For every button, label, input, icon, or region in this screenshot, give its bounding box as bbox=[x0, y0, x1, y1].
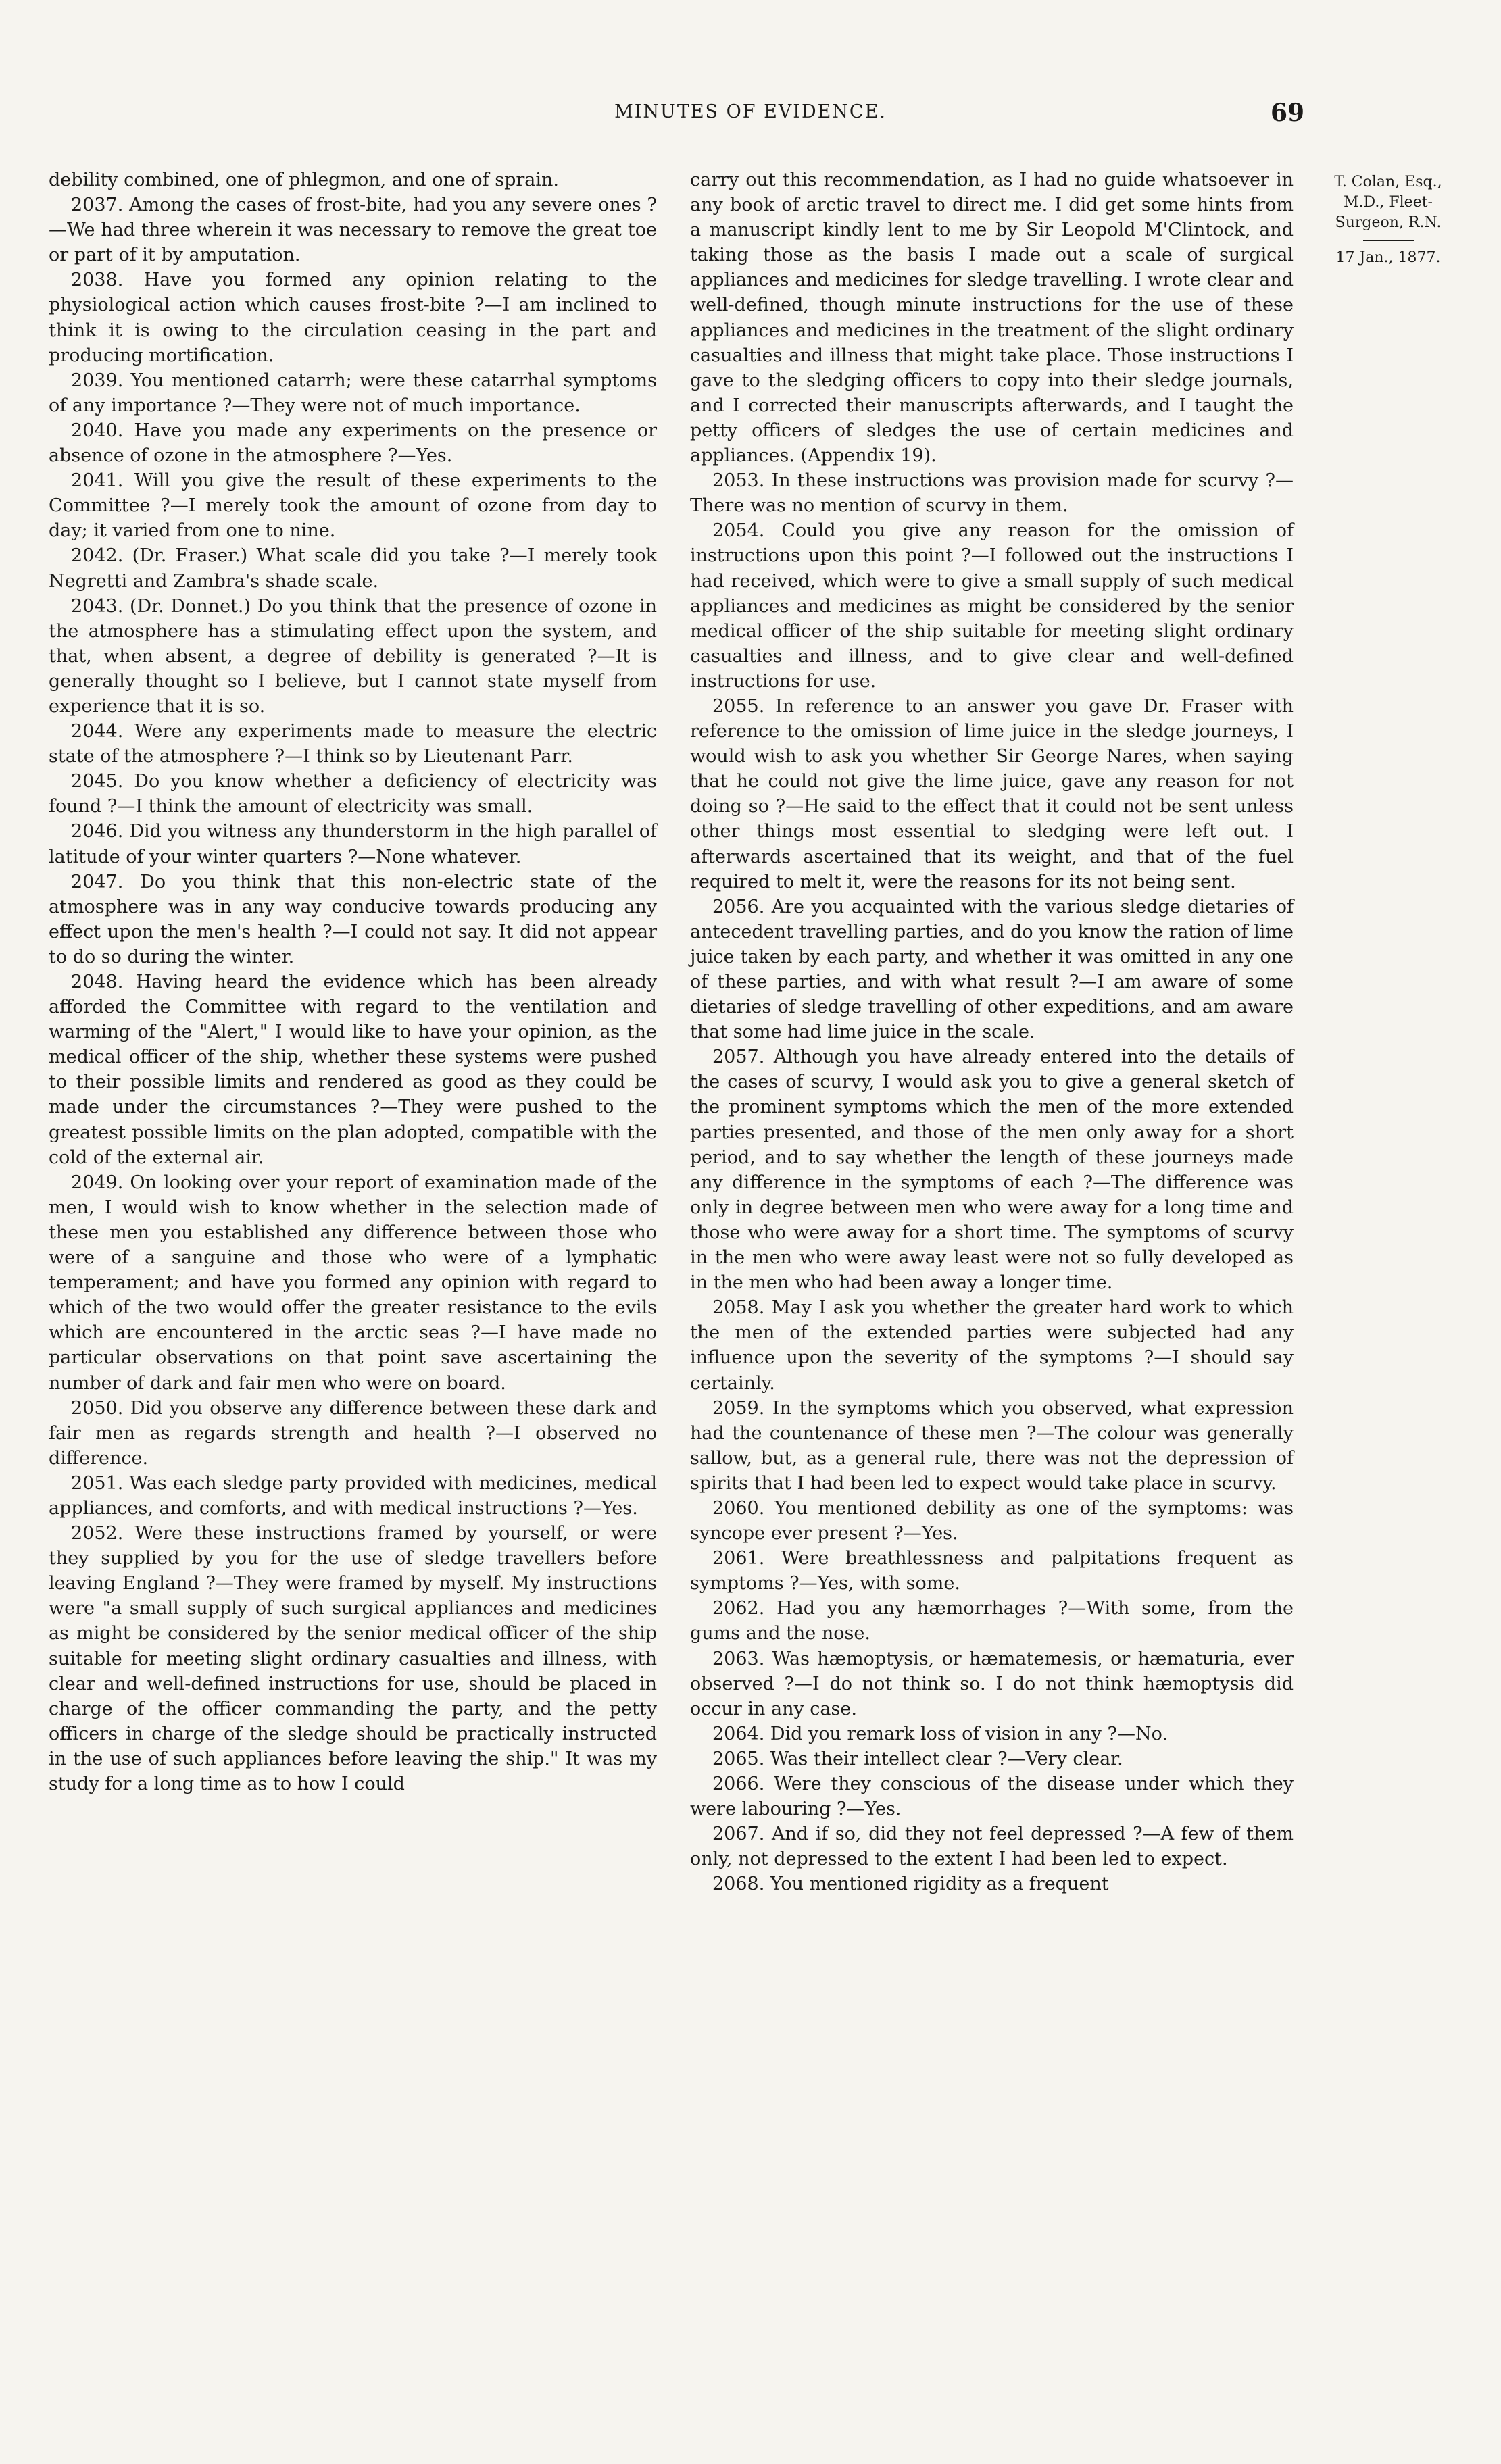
sidenote-line: T. Colan, Esq., bbox=[1334, 174, 1442, 191]
paragraph: 2037. Among the cases of frost-bite, had you any severe ones ?—We had three wherein it was necessary to remove the great toe or part of it by amputation. bbox=[49, 195, 657, 266]
paragraph: 2061. Were breathlessness and palpitations frequent as symptoms ?—Yes, with some. bbox=[690, 1548, 1294, 1594]
paragraph: 2044. Were any experiments made to measure the electric state of the atmosphere ?—I think so by Lieutenant Parr. bbox=[49, 721, 657, 768]
right-column bbox=[690, 168, 1294, 1896]
paragraph: 2040. Have you made any experiments on the presence or absence of ozone in the atmosphere ?—Yes. bbox=[49, 420, 657, 467]
left-column bbox=[49, 168, 657, 1796]
paragraph: 2053. In these instructions was provision made for scurvy ?—There was no mention of scurvy in them. bbox=[690, 470, 1294, 517]
paragraph: 2049. On looking over your report of examination made of the men, I would wish to know whether in the selection made of these men you established any difference between those who were of a sanguine and those who were of a lymphatic temperament; and have you formed any opinion with regard to which of the two would offer the greater resistance to the evils which are encountered in the arctic seas ?—I have made no particular observations on that point save ascertaining the number of dark and fair men who were on board. bbox=[49, 1172, 657, 1394]
paragraph: 2038. Have you formed any opinion relating to the physiological action which causes frost-bite ?—I am inclined to think it is owing to the circulation ceasing in the part and producing mortification. bbox=[49, 270, 657, 366]
paragraph: 2048. Having heard the evidence which has been already afforded the Committee with regard to the ventilation and warming of the "Alert," I would like to have your opinion, as the medical officer of the ship, whether these systems were pushed to their possible limits and rendered as good as they could be made under the circumstances ?—They were pushed to the greatest possible limits on the plan adopted, compatible with the cold of the external air. bbox=[49, 972, 657, 1168]
paragraph: debility combined, one of phlegmon, and one of sprain. bbox=[49, 170, 560, 191]
paragraph: 2058. May I ask you whether the greater hard work to which the men of the extended parties were subjected had any influence upon the severity of the symptoms ?—I should say certainly. bbox=[690, 1297, 1294, 1394]
paragraph: 2067. And if so, did they not feel depressed ?—A few of them only, not depressed to the extent I had been led to expect. bbox=[690, 1824, 1294, 1870]
paragraph: 2054. Could you give any reason for the omission of instructions upon this point ?—I followed out the instructions I had received, which were to give a small supply of such medical appliances and medicines as might be considered by the senior medical officer of the ship suitable for meeting slight ordinary casualties and illness, and to give clear and well-defined instructions for use. bbox=[690, 520, 1294, 692]
paragraph: 2051. Was each sledge party provided with medicines, medical appliances, and comforts, and with medical instructions ?—Yes. bbox=[49, 1472, 657, 1519]
paragraph: 2062. Had you any hæmorrhages ?—With some, from the gums and the nose. bbox=[690, 1598, 1294, 1644]
paragraph: 2068. You mentioned rigidity as a frequent bbox=[712, 1874, 1109, 1895]
page-number: 69 bbox=[1271, 99, 1305, 127]
paragraph: 2042. (Dr. Fraser.) What scale did you take ?—I merely took Negretti and Zambra's shade scale. bbox=[49, 545, 657, 592]
paragraph: 2056. Are you acquainted with the various sledge dietaries of antecedent travelling parties, and do you know the ration of lime juice taken by each party, and whether it was omitted in any one of these parties, and with what result ?—I am aware of some dietaries of sledge travelling of other expeditions, and am aware that some had lime juice in the scale. bbox=[690, 896, 1294, 1043]
sidenote-line: M.D., Fleet- bbox=[1344, 194, 1433, 211]
paragraph: 2045. Do you know whether a deficiency of electricity was found ?—I think the amount of electricity was small. bbox=[49, 771, 657, 818]
paragraph: 2047. Do you think that this non-electric state of the atmosphere was in any way conducive towards producing any effect upon the men's health ?—I could not say. It did not appear to do so during the winter. bbox=[49, 871, 657, 967]
paragraph: 2039. You mentioned catarrh; were these catarrhal symptoms of any importance ?—They were not of much importance. bbox=[49, 370, 657, 416]
paragraph: 2052. Were these instructions framed by yourself, or were they supplied by you for the use of sledge travellers before leaving England ?—They were framed by myself. My instructions were "a small supply of such surgical appliances and medicines as might be considered by the senior medical officer of the ship suitable for meeting slight ordinary casualties and illness, with clear and well-defined instructions for use, should be placed in charge of the officer commanding the party, and the petty officers in charge of the sledge should be practically instructed in the use of such appliances before leaving the ship." It was my study for a long time as to how I could bbox=[49, 1523, 657, 1794]
sidenote-date: 17 Jan., 1877. bbox=[1335, 249, 1441, 266]
paragraph: 2043. (Dr. Donnet.) Do you think that the presence of ozone in the atmosphere has a stimulating effect upon the system, and that, when absent, a degree of debility is generated ?—It is generally thought so I believe, but I cannot state myself from experience that it is so. bbox=[49, 595, 657, 717]
witness-sidenote bbox=[1304, 172, 1473, 268]
sidenote-rule bbox=[1363, 240, 1414, 241]
paragraph: 2055. In reference to an answer you gave Dr. Fraser with reference to the omission of lime juice in the sledge journeys, I would wish to ask you whether Sir George Nares, when saying that he could not give the lime juice, gave any reason for not doing so ?—He said to the effect that it could not be sent unless other things most essential to sledging were left out. I afterwards ascertained that its weight, and that of the fuel required to melt it, were the reasons for its not being sent. bbox=[690, 695, 1294, 892]
paragraph: 2041. Will you give the result of these experiments to the Committee ?—I merely took the amount of ozone from day to day; it varied from one to nine. bbox=[49, 470, 657, 542]
paragraph: 2059. In the symptoms which you observed, what expression had the countenance of these men ?—The colour was generally sallow, but, as a general rule, there was not the depression of spirits that I had been led to expect would take place in scurvy. bbox=[690, 1397, 1294, 1494]
running-head: MINUTES OF EVIDENCE. bbox=[614, 101, 887, 122]
sidenote-line: Surgeon, R.N. bbox=[1335, 214, 1442, 231]
paragraph: 2065. Was their intellect clear ?—Very clear. bbox=[712, 1748, 1123, 1769]
paragraph: 2064. Did you remark loss of vision in any ?—No. bbox=[712, 1723, 1168, 1744]
paragraph: 2060. You mentioned debility as one of the symptoms: was syncope ever present ?—Yes. bbox=[690, 1497, 1294, 1544]
paragraph: 2066. Were they conscious of the disease under which they were labouring ?—Yes. bbox=[690, 1774, 1294, 1820]
paragraph: 2057. Although you have already entered into the details of the cases of scurvy, I would ask you to give a general sketch of the prominent symptoms which the men of the more extended parties presented, and those of the men only away for a short period, and to say whether the length of these journeys made any difference in the symptoms of each ?—The difference was only in degree between men who were away for a long time and those who were away for a short time. The symptoms of scurvy in the men who were away least were not so fully developed as in the men who had been away a longer time. bbox=[690, 1047, 1294, 1294]
paragraph: 2063. Was hæmoptysis, or hæmatemesis, or hæmaturia, ever observed ?—I do not think so. I do not think hæmoptysis did occur in any case. bbox=[690, 1648, 1294, 1719]
paragraph: 2046. Did you witness any thunderstorm in the high parallel of latitude of your winter quarters ?—None whatever. bbox=[49, 821, 657, 868]
paragraph: 2050. Did you observe any difference between these dark and fair men as regards strength and health ?—I observed no difference. bbox=[49, 1397, 657, 1469]
paragraph: carry out this recommendation, as I had no guide whatsoever in any book of arctic travel to direct me. I did get some hints from a manuscript kindly lent to me by Sir Leopold M'Clintock, and taking those as the basis I made out a scale of surgical appliances and medicines for sledge travelling. I wrote clear and well-defined, though minute instructions for the use of these appliances and medicines in the treatment of the slight ordinary casualties and illness that might take place. Those instructions I gave to the sledging officers to copy into their sledge journals, and I corrected their manuscripts afterwards, and I taught the petty officers of sledges the use of certain medicines and appliances. (Appendix 19). bbox=[690, 170, 1294, 467]
